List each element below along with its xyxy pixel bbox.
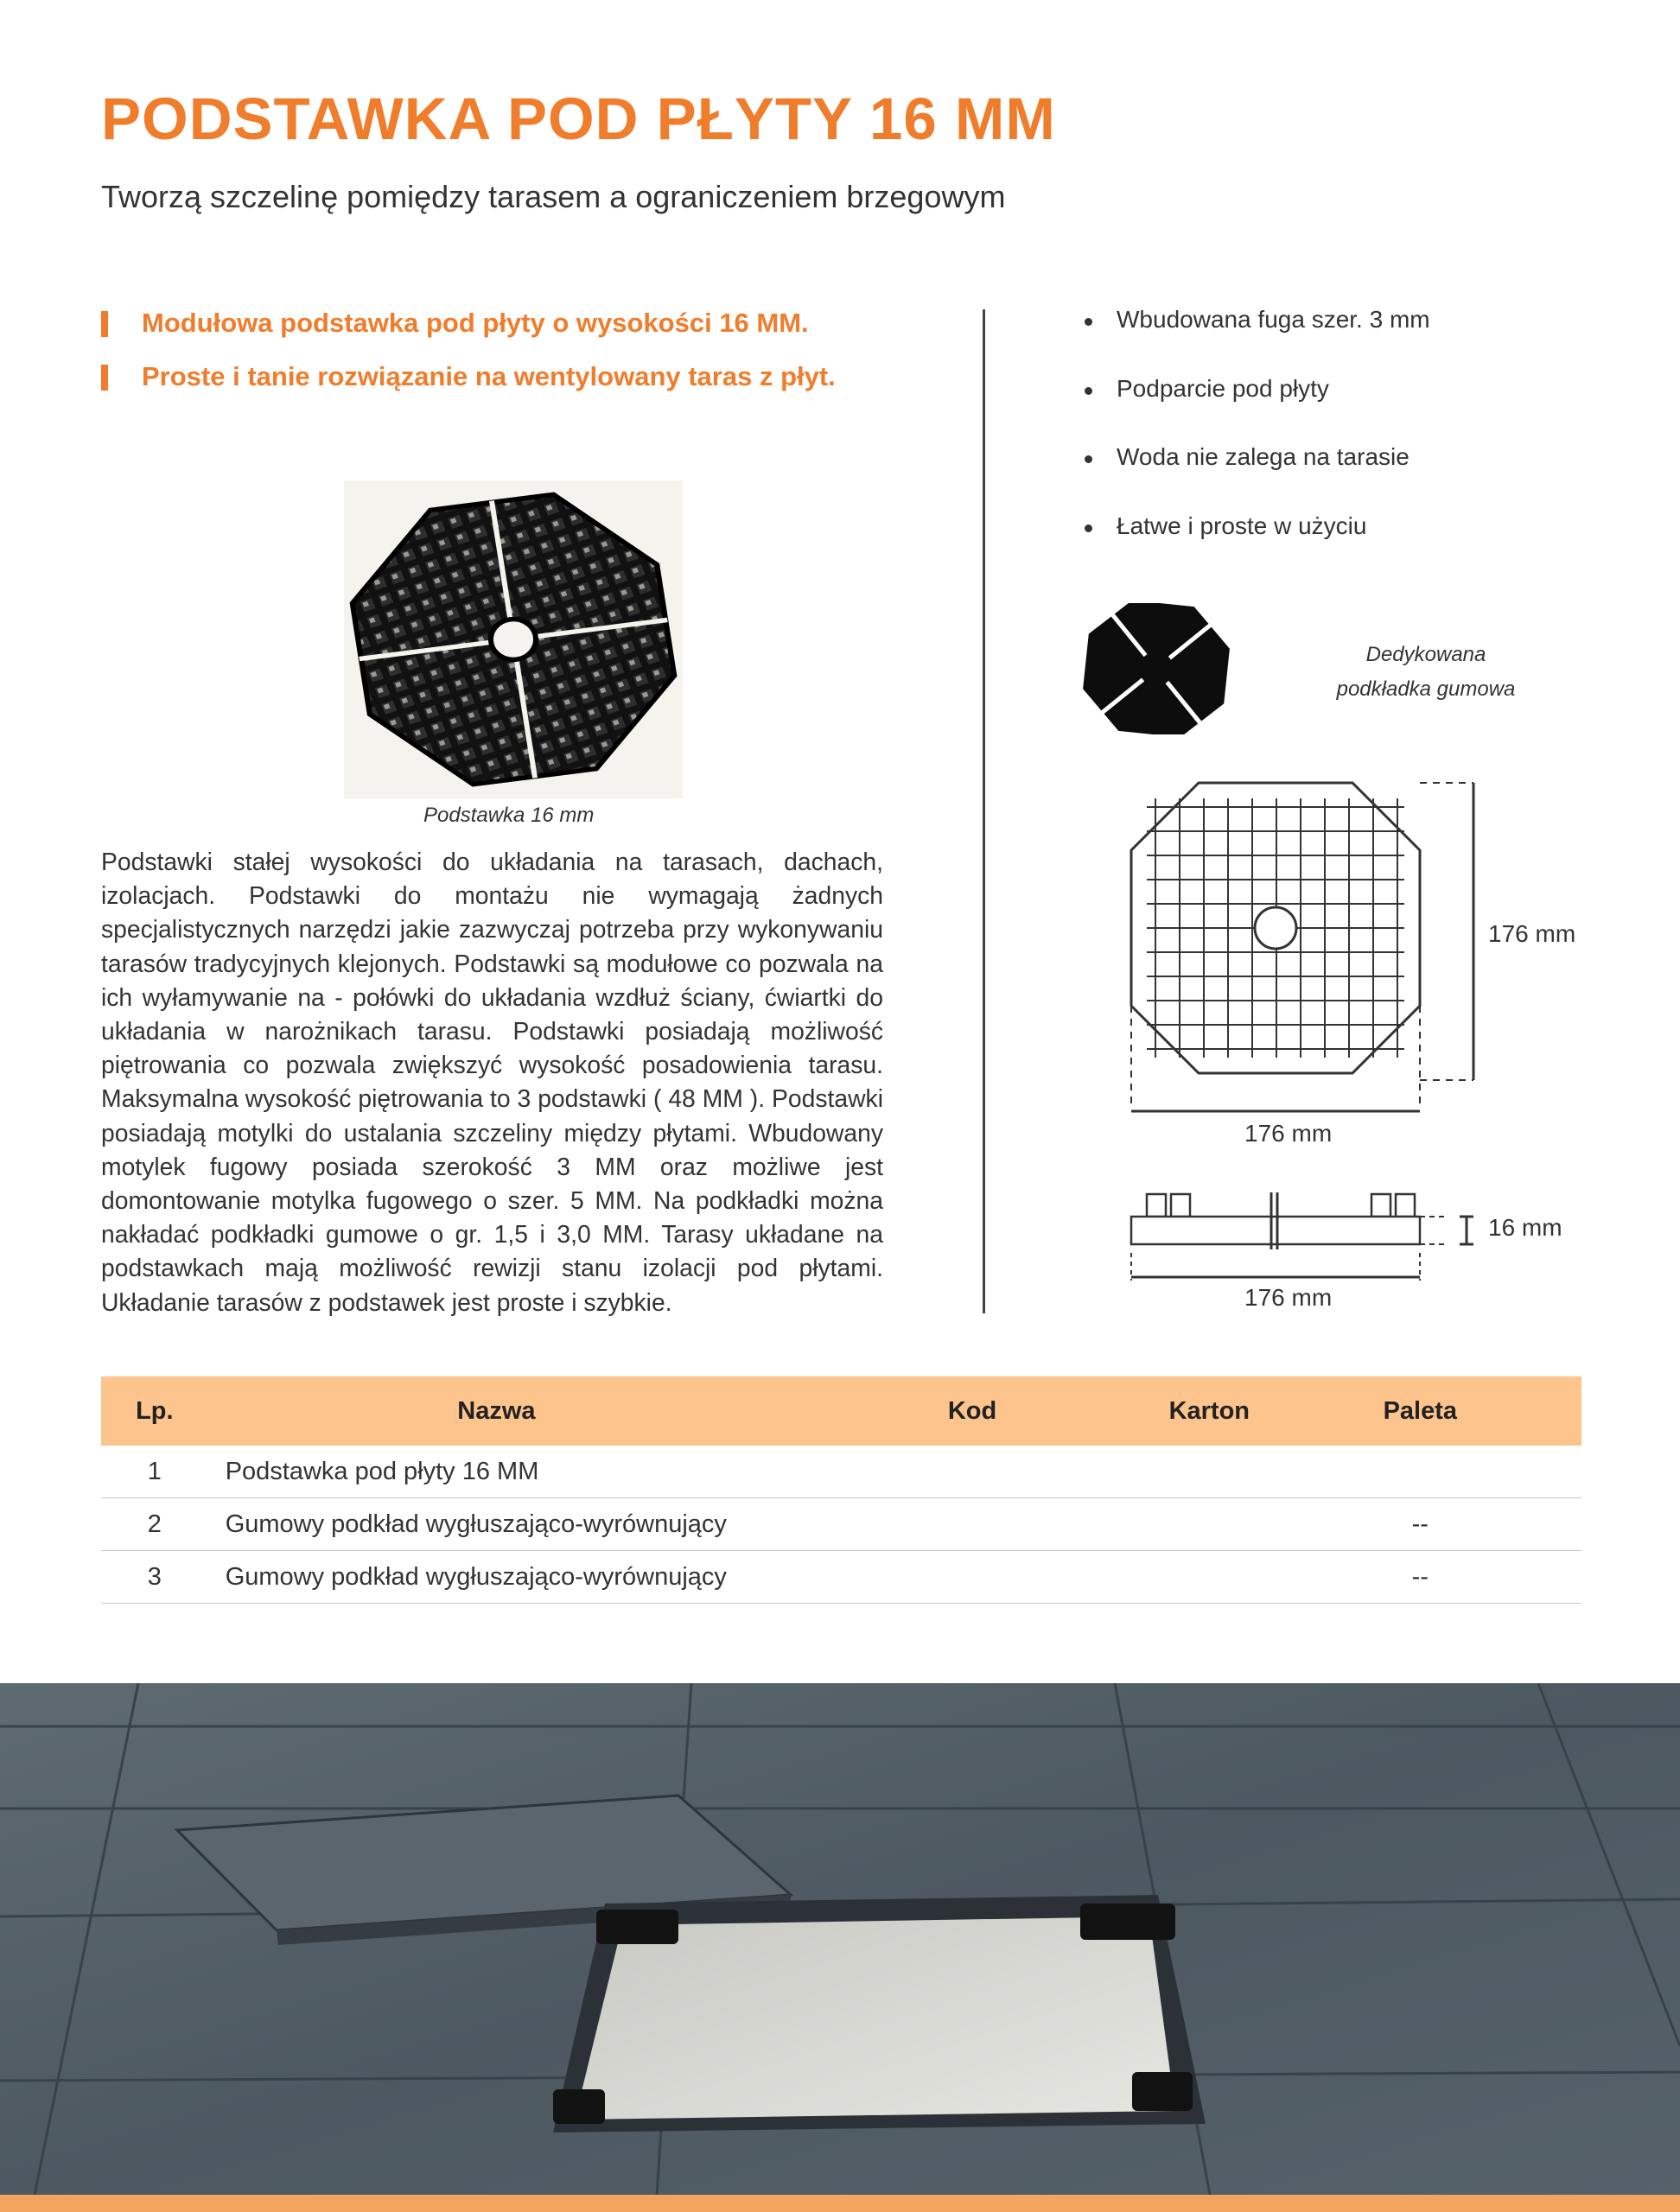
table-header-row — [101, 1376, 1581, 1446]
cell-karton — [1160, 1446, 1259, 1498]
center-hole — [1255, 907, 1296, 949]
column-header-karton: Karton — [1160, 1376, 1259, 1446]
feature-item — [101, 361, 879, 396]
column-header-name: Nazwa — [208, 1376, 785, 1446]
rubber-pad-image — [1080, 603, 1231, 734]
benefit-text: Podparcie pod płyty — [1117, 374, 1329, 402]
bullet-icon — [1085, 524, 1092, 532]
rubber-pad-caption-line: Dedykowana — [1365, 643, 1486, 666]
cell-lp: 2 — [101, 1498, 208, 1551]
benefit-list — [1080, 306, 1564, 581]
width-dimension-label: 176 mm — [1244, 1284, 1333, 1311]
column-header-kod: Kod — [785, 1376, 1160, 1446]
benefit-text: Woda nie zalega na tarasie — [1117, 443, 1410, 470]
cell-kod — [785, 1551, 1160, 1604]
cell-paleta: -- — [1259, 1551, 1581, 1604]
product-photo — [344, 480, 683, 798]
bullet-icon — [1085, 455, 1092, 463]
benefit-text: Łatwe i proste w użyciu — [1117, 512, 1367, 539]
width-dimension-label: 176 mm — [1244, 1120, 1333, 1147]
column-header-lp: Lp. — [101, 1376, 208, 1446]
footer-rule — [0, 2195, 1680, 2212]
benefit-item — [1080, 443, 1564, 512]
feature-item — [101, 308, 879, 342]
table-row — [101, 1551, 1581, 1604]
cell-name: Gumowy podkład wygłuszająco-wyrównujący — [208, 1551, 785, 1604]
page-subtitle: Tworzą szczelinę pomiędzy tarasem a ograniczeniem brzegowym — [101, 179, 1006, 214]
cell-name: Gumowy podkład wygłuszająco-wyrównujący — [208, 1498, 785, 1551]
page-title: PODSTAWKA POD PŁYTY 16 MM — [101, 86, 1056, 152]
feature-text: Proste i tanie rozwiązanie na wentylowany taras z płyt. — [142, 361, 836, 391]
cell-paleta — [1259, 1446, 1581, 1498]
terrace-photo — [0, 1683, 1680, 2195]
cell-name: Podstawka pod płyty 16 MM — [208, 1446, 785, 1498]
rubber-pad-caption — [1279, 638, 1573, 707]
column-header-paleta: Paleta — [1259, 1376, 1581, 1446]
benefit-text: Wbudowana fuga szer. 3 mm — [1117, 306, 1430, 333]
feature-text: Modułowa podstawka pod płyty o wysokości 16 MM. — [142, 308, 809, 338]
column-divider — [983, 309, 985, 1313]
cell-paleta: -- — [1259, 1498, 1581, 1551]
cell-lp: 3 — [101, 1551, 208, 1604]
feature-marker — [101, 311, 108, 337]
table-row — [101, 1446, 1581, 1498]
benefit-item — [1080, 306, 1564, 375]
bullet-icon — [1085, 387, 1092, 395]
cell-karton — [1160, 1498, 1259, 1551]
thickness-dimension-label: 16 mm — [1488, 1214, 1562, 1241]
rubber-pad-caption-line: podkładka gumowa — [1336, 677, 1516, 701]
height-dimension-label: 176 mm — [1488, 920, 1576, 947]
benefit-item — [1080, 512, 1564, 582]
product-photo-caption: Podstawka 16 mm — [423, 804, 595, 827]
cell-lp: 1 — [101, 1446, 208, 1498]
table-row — [101, 1498, 1581, 1551]
cell-karton — [1160, 1551, 1259, 1604]
cell-kod — [785, 1446, 1160, 1498]
bullet-icon — [1085, 318, 1092, 326]
top-view-drawing — [1128, 778, 1577, 1141]
benefit-item — [1080, 375, 1564, 444]
feature-marker — [101, 365, 108, 391]
cell-kod — [785, 1498, 1160, 1551]
product-description: Podstawki stałej wysokości do układania na tarasach, dachach, izolacjach. Podstawki do montażu nie wymagają żadnych specjalistycznych narzędzi jakie zazwyczaj potrzeba przy wykonywaniu tarasów tradycyjnych klejonych. Podstawki są modułowe co pozwala na ich wyłamywanie na - połówki do układania wzdłuż ściany, ćwiartki do układania w narożnikach tarasu. Podstawki posiadają możliwość piętrowania co pozwala zwiększyć wysokość posadowienia tarasu. Maksymalna wysokość piętrowania to 3 podstawki ( 48 MM ). Podstawki posiadają motylki do ustalania szczeliny między płytami. Wbudowany motylek fugowy posiada szerokość 3 MM oraz możliwe jest domontowanie motylka fugowego o szer. 5 MM. Na podkładki można nakładać podkładki gumowe o gr. 1,5 i 3,0 MM. Tarasy układane na podstawkach mają możliwość rewizji stanu izolacji pod płytami. Układanie tarasów z podstawek jest proste i szybkie. — [101, 848, 883, 1316]
product-table — [101, 1376, 1581, 1604]
